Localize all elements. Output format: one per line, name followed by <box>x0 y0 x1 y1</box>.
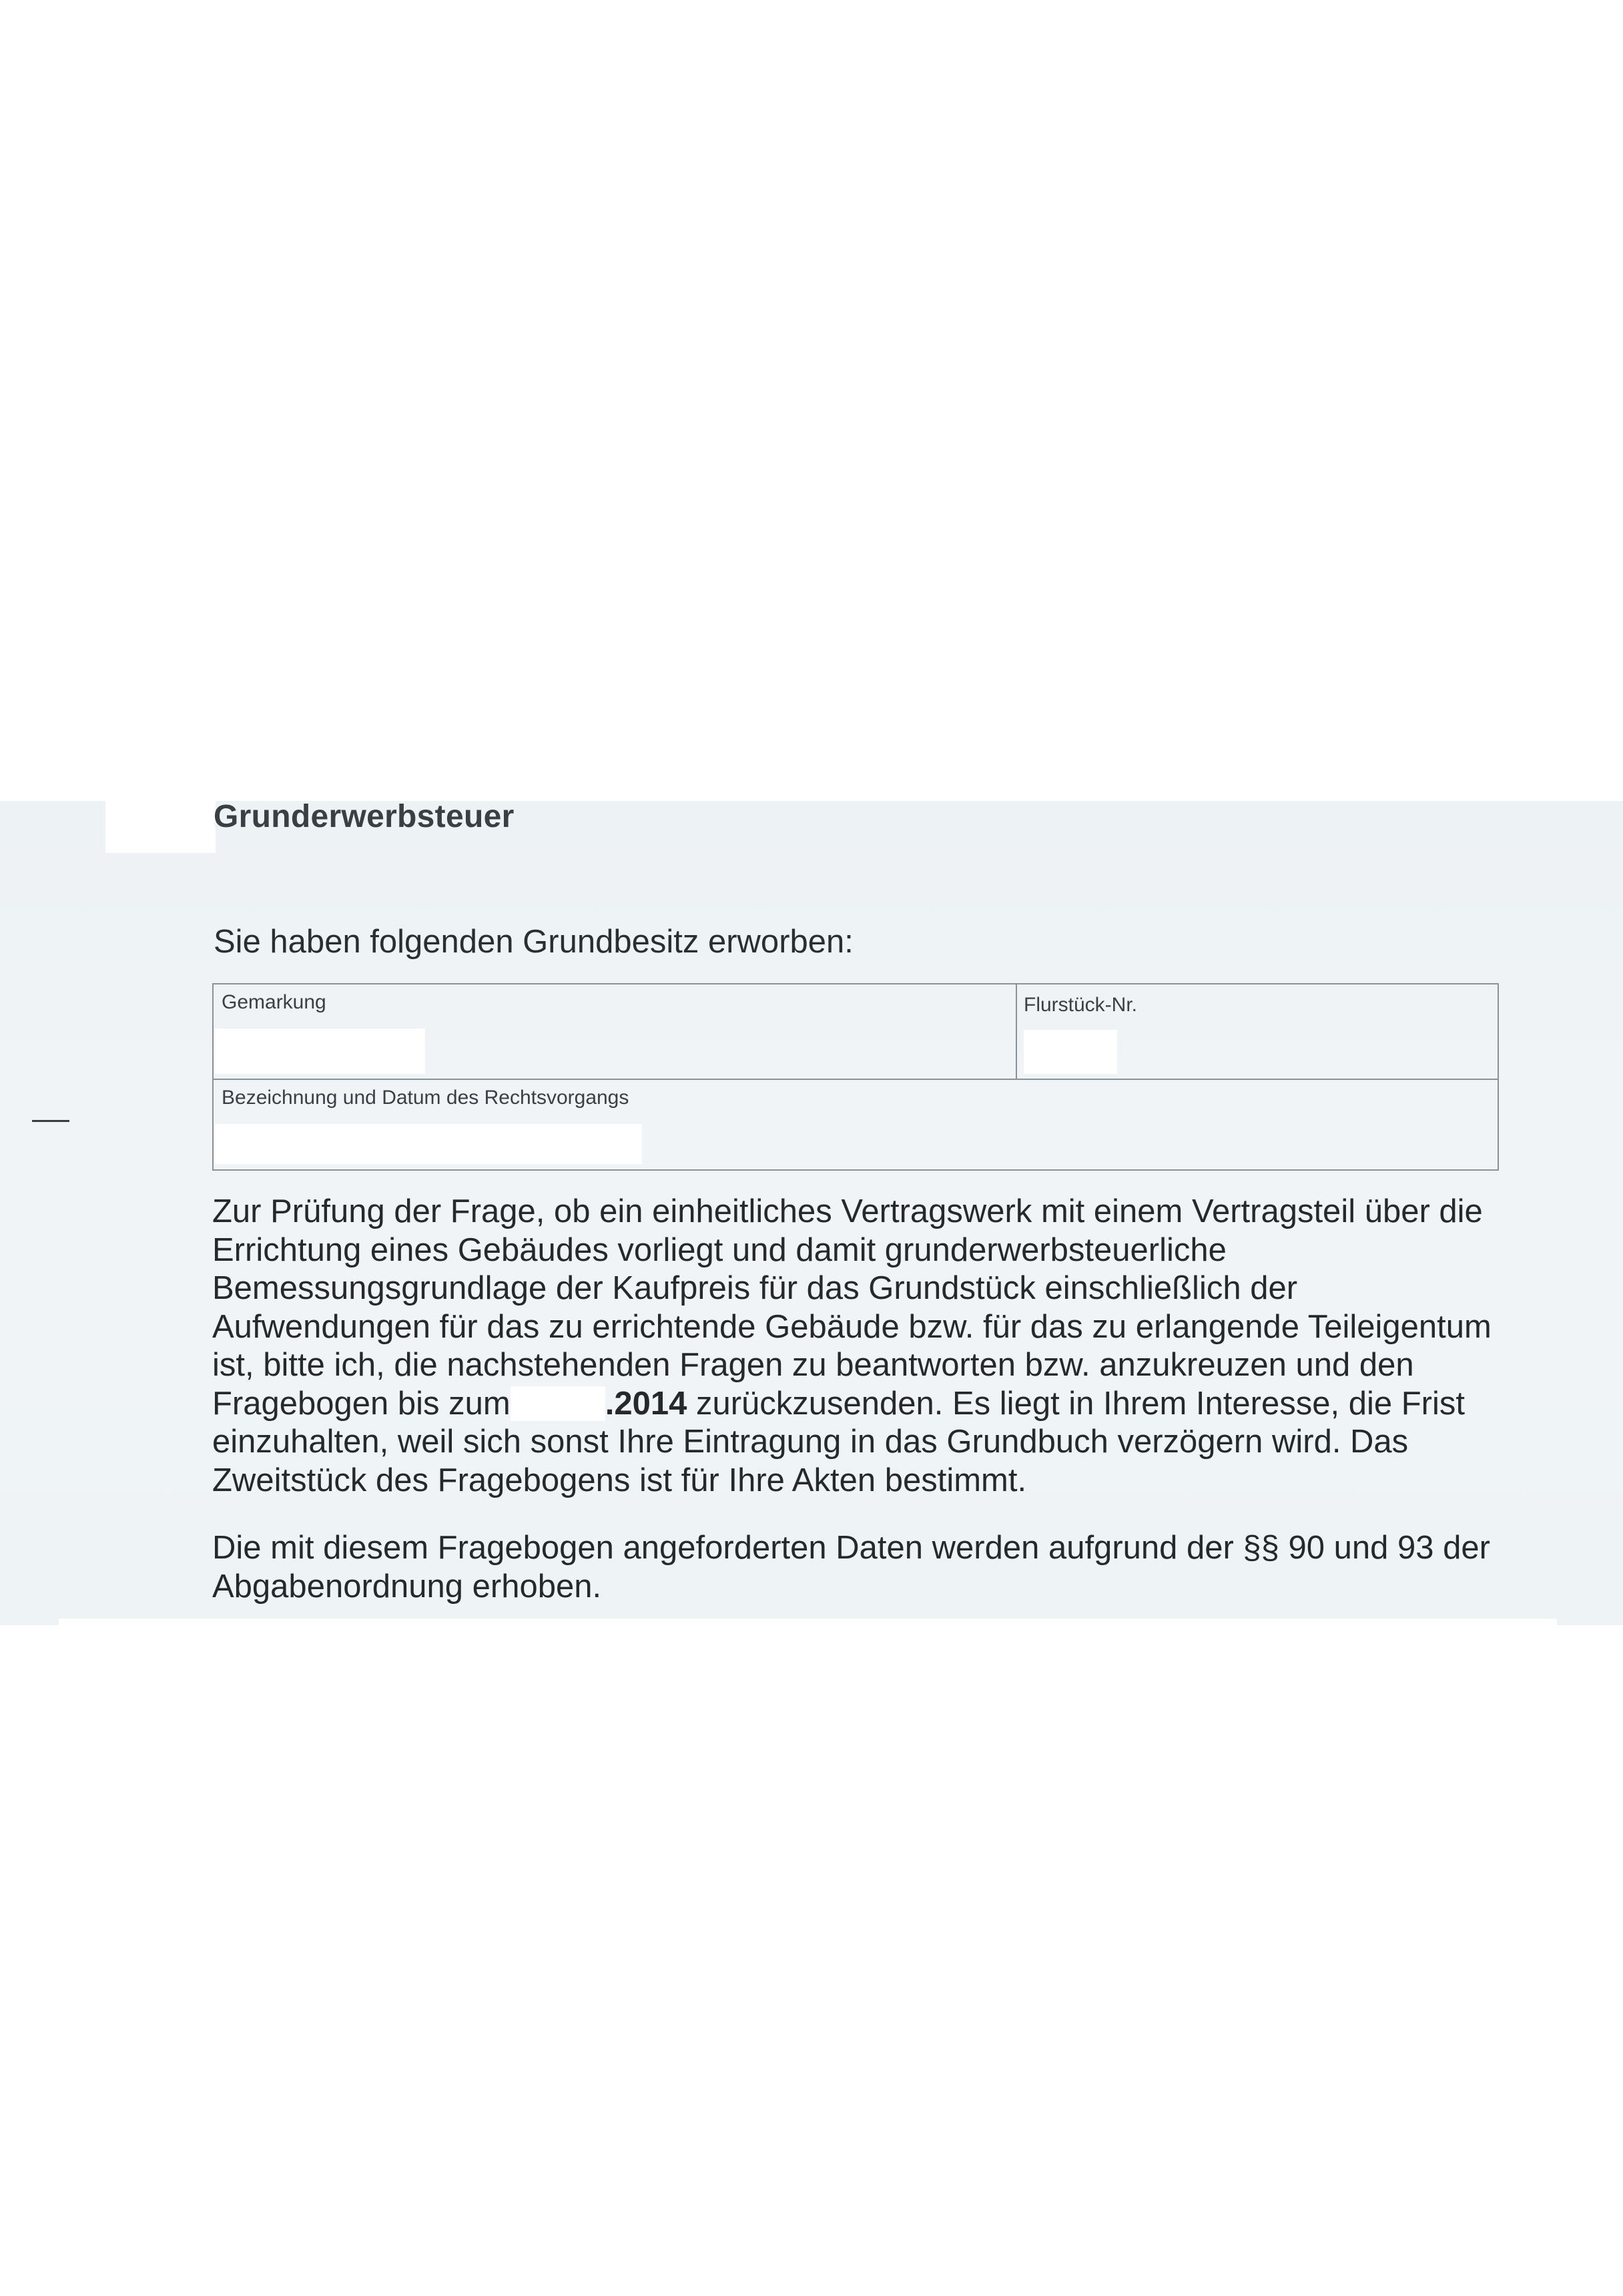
document-title: Grunderwerbsteuer <box>214 799 515 834</box>
deadline-date-redacted <box>511 1386 605 1421</box>
flurstueck-label: Flurstück-Nr. <box>1024 994 1138 1016</box>
column-divider <box>1016 984 1017 1079</box>
gemarkung-label: Gemarkung <box>222 991 326 1013</box>
bezeichnung-value-redacted <box>215 1124 642 1164</box>
paragraph1-start: Zur Prüfung der Frage, ob ein einheitliches Vertragswerk mit einem Vertragsteil über die Errichtung eines Gebäudes vorliegt und damit grunderwerbsteuerliche Bemessungsgrundlage der Kaufpreis für das Grundstück einschließlich der Aufwendungen für das zu errichtende Gebäude bzw. für das zu erlangende Teileigentum ist, bitte ich, die nachstehenden Fragen zu beantworten bzw. anzukreuzen und den Fragebogen bis zum <box>212 1193 1492 1422</box>
redacted-header-block <box>105 801 216 853</box>
bezeichnung-label: Bezeichnung und Datum des Rechtsvorgangs <box>222 1087 629 1109</box>
deadline-year: .2014 <box>605 1385 687 1422</box>
margin-fold-mark <box>32 1120 69 1122</box>
property-info-row <box>214 984 1498 1080</box>
legal-basis-paragraph: Die mit diesem Fragebogen angeforderten Daten werden aufgrund der §§ 90 und 93 der Abgabenordnung erhoben. <box>212 1530 1490 1605</box>
gemarkung-value-redacted <box>215 1029 425 1074</box>
instruction-paragraph <box>212 1193 1520 1500</box>
redacted-bottom-area <box>59 1619 1557 2296</box>
redacted-top-area <box>7 0 1615 801</box>
property-info-box <box>212 983 1499 1171</box>
flurstueck-value-redacted <box>1024 1030 1117 1074</box>
paragraph1-end: zurückzusenden. Es liegt in Ihrem Interesse, die Frist einzuhalten, weil sich sonst Ihre Eintragung in das Grundbuch verzögern wird. Das Zweitstück des Fragebogens ist für Ihre Akten bestimmt. <box>212 1385 1465 1498</box>
intro-text: Sie haben folgenden Grundbesitz erworben: <box>214 924 854 960</box>
